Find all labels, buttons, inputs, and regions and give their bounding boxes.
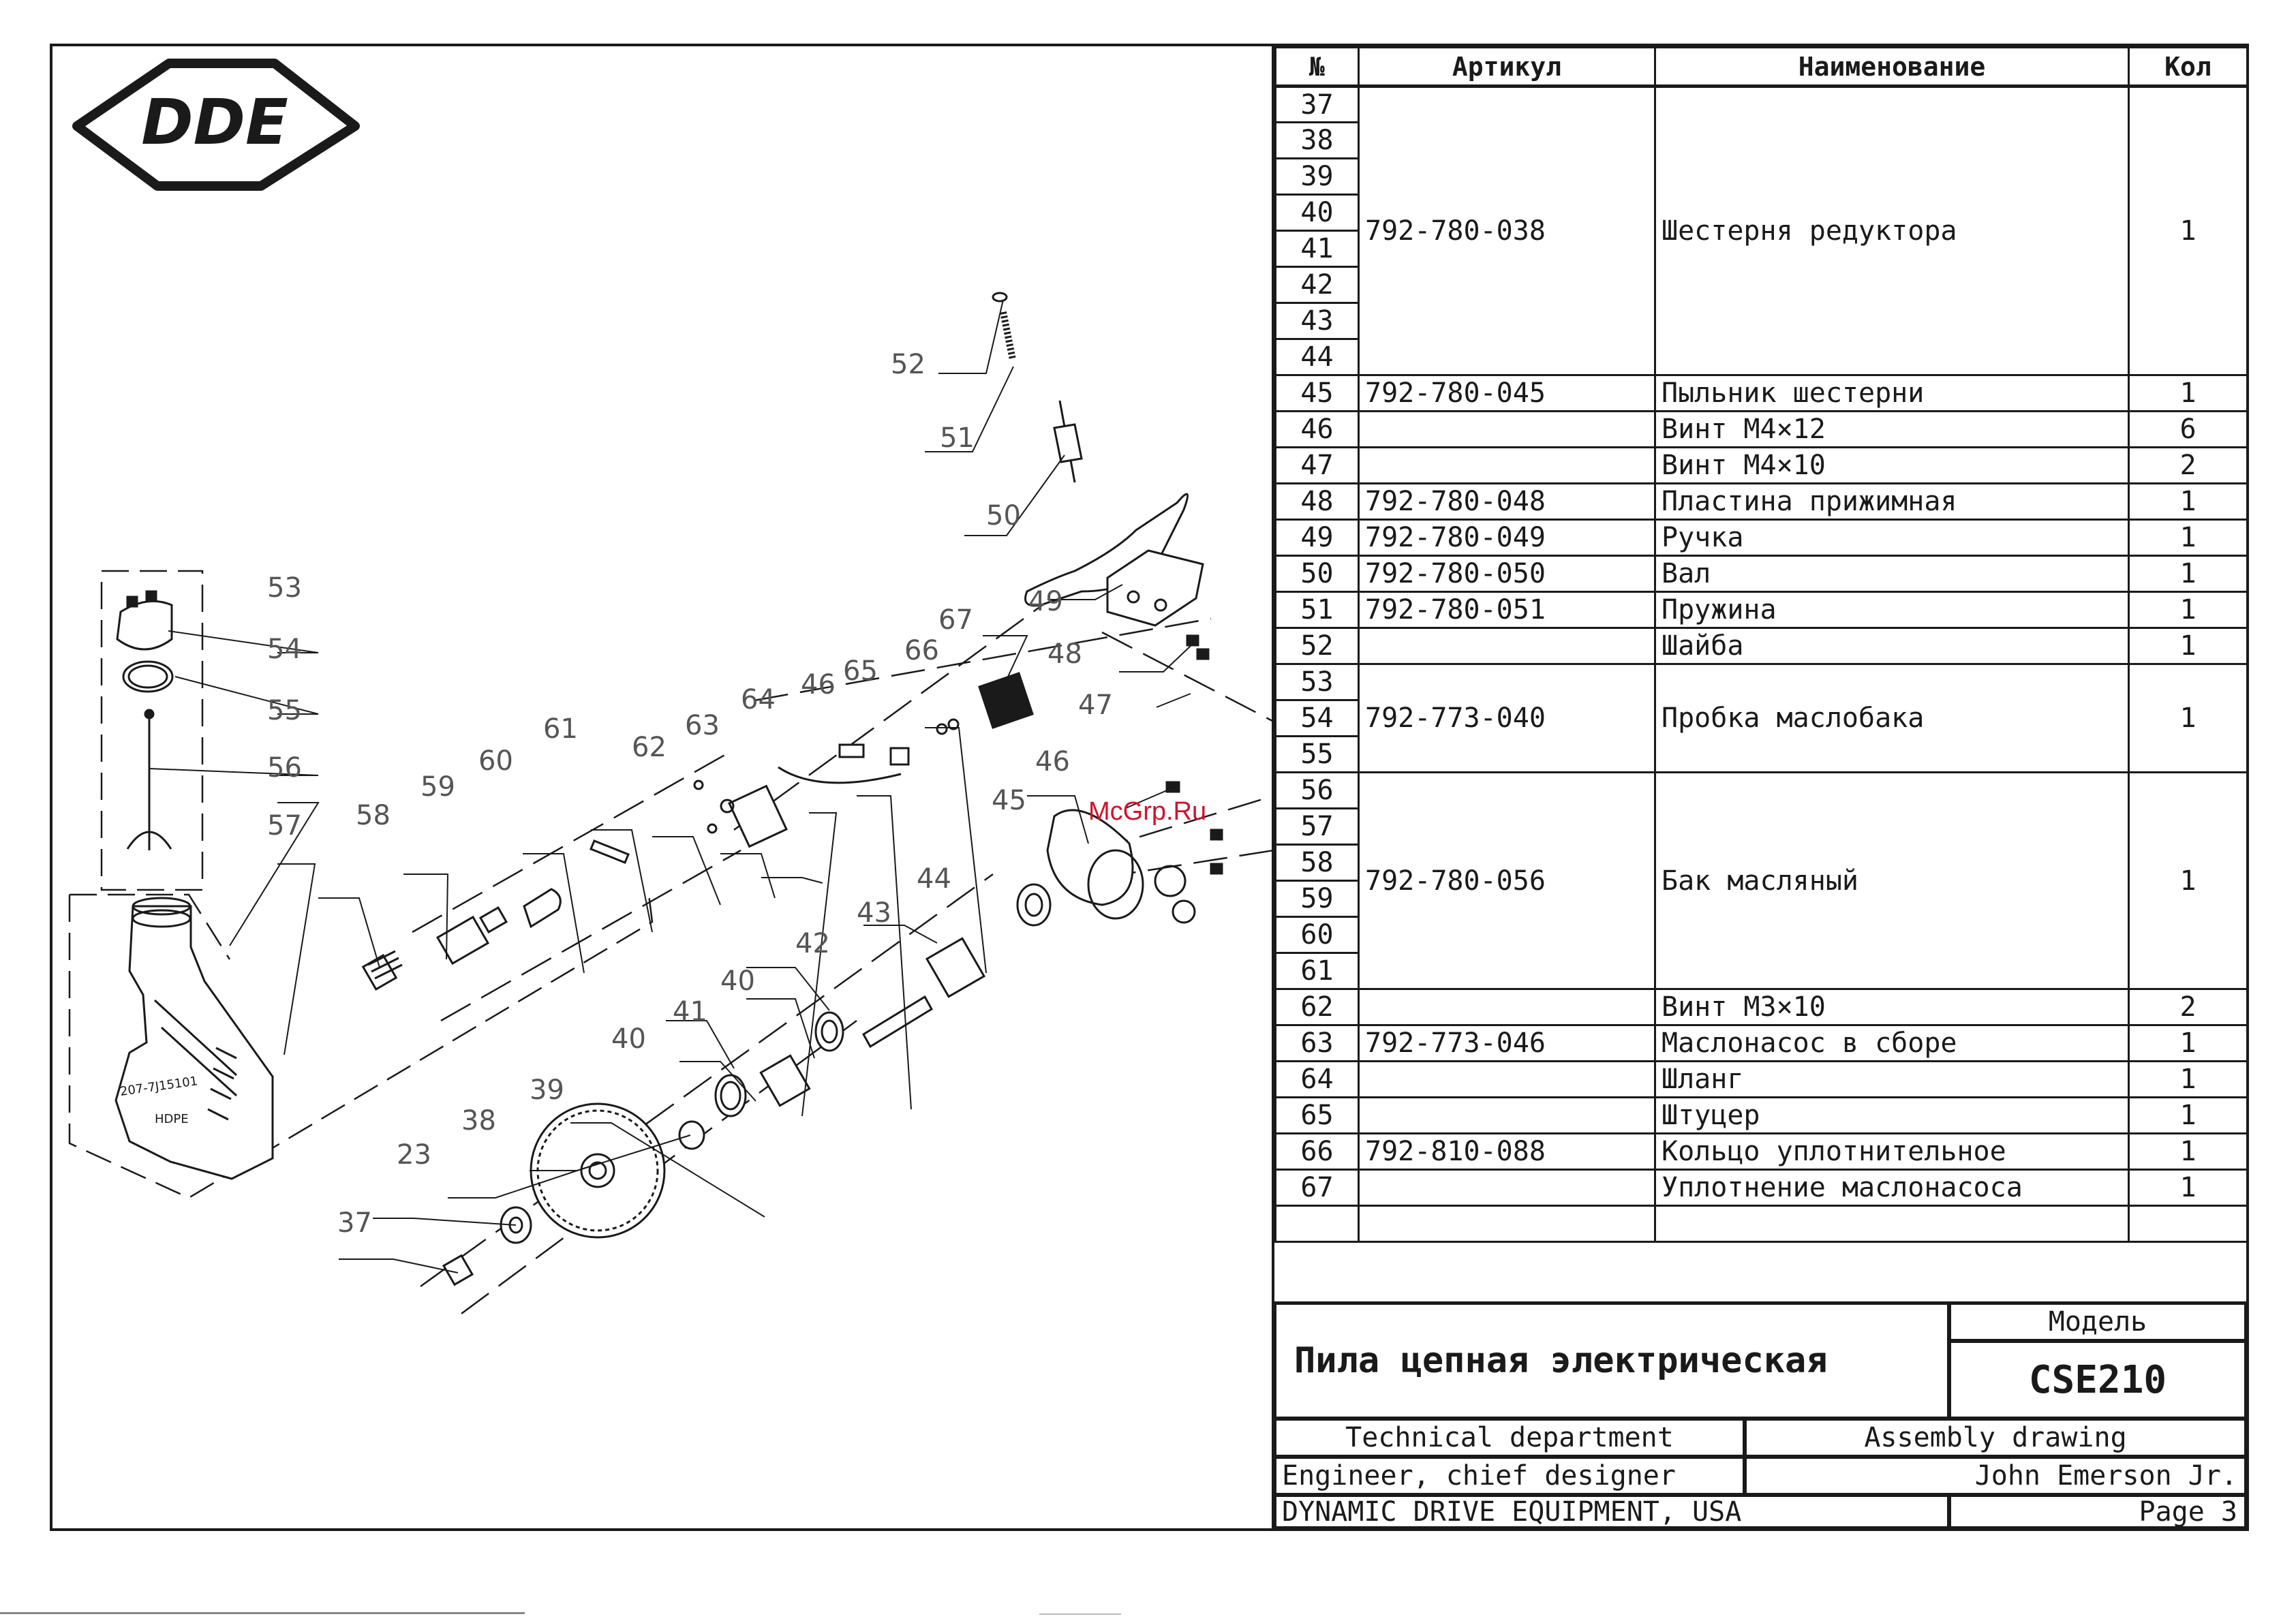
footer-mark <box>1039 1613 1121 1615</box>
part-name-cell: Бак масляный <box>1655 773 2129 989</box>
part-name-cell: Штуцер <box>1655 1098 2129 1134</box>
part-number-cell: 62 <box>1276 989 1359 1025</box>
quantity-cell: 1 <box>2129 1170 2248 1206</box>
quantity-cell: 1 <box>2129 1062 2248 1098</box>
model-value: CSE210 <box>1949 1341 2246 1419</box>
callout-37: 37 <box>337 1207 372 1239</box>
part-name-cell: Уплотнение маслонасоса <box>1655 1170 2129 1206</box>
part-name-cell: Шестерня редуктора <box>1655 87 2129 375</box>
table-row <box>1276 628 2248 664</box>
table-row <box>1276 412 2248 448</box>
part-number-cell: 43 <box>1276 303 1359 339</box>
quantity-cell: 1 <box>2129 773 2248 989</box>
callout-23: 23 <box>397 1139 431 1171</box>
table-header-row <box>1276 48 2248 87</box>
callout-63: 63 <box>685 710 720 741</box>
part-name-cell: Шайба <box>1655 628 2129 664</box>
part-number-cell: 63 <box>1276 1025 1359 1062</box>
table-row <box>1276 1098 2248 1134</box>
model-label: Модель <box>1949 1301 2246 1341</box>
article-cell <box>1359 448 1655 484</box>
quantity-cell: 1 <box>2129 520 2248 556</box>
tank-code-text: 207-7J15101 <box>119 1074 199 1099</box>
callout-64: 64 <box>741 684 776 715</box>
article-cell: 792-780-045 <box>1359 375 1655 412</box>
article-cell: 792-780-051 <box>1359 592 1655 628</box>
part-name-cell: Винт М4×10 <box>1655 448 2129 484</box>
article-cell <box>1359 1098 1655 1134</box>
callout-47: 47 <box>1078 690 1113 721</box>
quantity-cell: 6 <box>2129 412 2248 448</box>
part-number-cell: 39 <box>1276 159 1359 195</box>
part-number-cell: 54 <box>1276 700 1359 737</box>
article-cell: 792-780-049 <box>1359 520 1655 556</box>
callout-62: 62 <box>632 732 667 763</box>
quantity-cell: 1 <box>2129 628 2248 664</box>
part-number-cell: 55 <box>1276 737 1359 773</box>
quantity-cell: 1 <box>2129 592 2248 628</box>
table-row <box>1276 375 2248 412</box>
part-number-cell: 45 <box>1276 375 1359 412</box>
article-cell: 792-780-048 <box>1359 484 1655 520</box>
part-name-cell: Пробка маслобака <box>1655 664 2129 773</box>
quantity-cell: 1 <box>2129 87 2248 375</box>
article-cell <box>1359 1062 1655 1098</box>
callout-40b: 40 <box>720 965 755 997</box>
table-row <box>1276 448 2248 484</box>
callout-53: 53 <box>267 572 302 604</box>
part-number-cell: 65 <box>1276 1098 1359 1134</box>
article-cell <box>1359 1170 1655 1206</box>
part-number-cell: 56 <box>1276 773 1359 809</box>
part-number-cell: 46 <box>1276 412 1359 448</box>
callout-58: 58 <box>356 800 391 831</box>
callout-39: 39 <box>530 1075 564 1106</box>
logo-text: DDE <box>141 86 288 159</box>
article-cell: 792-810-088 <box>1359 1134 1655 1170</box>
footer-divider <box>0 1612 525 1614</box>
company-text: DYNAMIC DRIVE EQUIPMENT, USA <box>1274 1495 1949 1528</box>
callout-48: 48 <box>1047 638 1082 670</box>
table-row <box>1276 484 2248 520</box>
quantity-cell: 1 <box>2129 484 2248 520</box>
table-row <box>1276 1134 2248 1170</box>
quantity-cell: 1 <box>2129 1134 2248 1170</box>
product-title: Пила цепная электрическая <box>1274 1301 1949 1419</box>
empty-cell <box>2129 1206 2248 1242</box>
part-number-cell: 50 <box>1276 556 1359 592</box>
part-number-cell: 58 <box>1276 845 1359 881</box>
part-name-cell: Пыльник шестерни <box>1655 375 2129 412</box>
callout-54: 54 <box>267 634 302 665</box>
title-block <box>1274 1301 2246 1528</box>
col-header-article: Артикул <box>1359 48 1655 87</box>
part-name-cell: Вал <box>1655 556 2129 592</box>
handle-parts <box>993 293 1222 874</box>
callout-50: 50 <box>986 500 1021 531</box>
quantity-cell: 1 <box>2129 1098 2248 1134</box>
oil-cap-parts <box>117 591 172 850</box>
article-cell <box>1359 412 1655 448</box>
watermark-text: McGrp.Ru <box>1088 797 1207 826</box>
callout-56: 56 <box>267 752 302 784</box>
quantity-cell: 1 <box>2129 375 2248 412</box>
part-number-cell: 47 <box>1276 448 1359 484</box>
callout-67: 67 <box>938 604 973 636</box>
table-row <box>1276 592 2248 628</box>
part-number-cell: 60 <box>1276 917 1359 953</box>
part-name-cell: Кольцо уплотнительное <box>1655 1134 2129 1170</box>
callout-40a: 40 <box>611 1023 646 1055</box>
table-row <box>1276 1025 2248 1062</box>
table-row <box>1276 1062 2248 1098</box>
department-text: Technical department <box>1274 1419 1745 1457</box>
quantity-cell: 1 <box>2129 1025 2248 1062</box>
col-header-num: № <box>1276 48 1359 87</box>
col-header-qty: Кол <box>2129 48 2248 87</box>
article-cell: 792-773-040 <box>1359 664 1655 773</box>
table-row <box>1276 556 2248 592</box>
gear-train <box>444 810 1195 1284</box>
table-row <box>1276 989 2248 1025</box>
quantity-cell: 2 <box>2129 448 2248 484</box>
callout-55: 55 <box>267 695 302 726</box>
tank-material-text: HDPE <box>155 1112 189 1126</box>
part-name-cell: Пружина <box>1655 592 2129 628</box>
callout-numbers <box>267 349 1113 1239</box>
table-row <box>1276 773 2248 809</box>
callout-38: 38 <box>461 1105 496 1137</box>
callout-41: 41 <box>673 996 707 1027</box>
article-cell: 792-780-056 <box>1359 773 1655 989</box>
article-cell: 792-780-038 <box>1359 87 1655 375</box>
callout-44: 44 <box>917 863 951 895</box>
article-cell <box>1359 989 1655 1025</box>
quantity-cell: 2 <box>2129 989 2248 1025</box>
part-number-cell: 59 <box>1276 881 1359 917</box>
person-text: John Emerson Jr. <box>1745 1457 2246 1495</box>
part-name-cell: Шланг <box>1655 1062 2129 1098</box>
part-number-cell: 51 <box>1276 592 1359 628</box>
part-name-cell: Ручка <box>1655 520 2129 556</box>
part-number-cell: 52 <box>1276 628 1359 664</box>
parts-list-table <box>1274 46 2248 1243</box>
part-number-cell: 49 <box>1276 520 1359 556</box>
part-name-cell: Маслонасос в сборе <box>1655 1025 2129 1062</box>
part-number-cell: 44 <box>1276 339 1359 375</box>
exploded-assembly-drawing <box>52 46 1274 1528</box>
part-name-cell: Винт М3×10 <box>1655 989 2129 1025</box>
part-number-cell: 38 <box>1276 123 1359 159</box>
quantity-cell: 1 <box>2129 664 2248 773</box>
callout-51: 51 <box>940 422 975 454</box>
parts-table-body <box>1276 87 2248 1242</box>
callout-66: 66 <box>904 635 939 666</box>
callout-42: 42 <box>795 928 830 959</box>
part-number-cell: 48 <box>1276 484 1359 520</box>
part-number-cell: 61 <box>1276 953 1359 989</box>
part-number-cell: 53 <box>1276 664 1359 700</box>
part-name-cell: Пластина прижимная <box>1655 484 2129 520</box>
empty-cell <box>1359 1206 1655 1242</box>
callout-60: 60 <box>478 745 513 777</box>
callout-59: 59 <box>420 771 455 803</box>
quantity-cell: 1 <box>2129 556 2248 592</box>
article-cell: 792-780-050 <box>1359 556 1655 592</box>
page-number-text: Page 3 <box>1949 1495 2246 1528</box>
doc-type-text: Assembly drawing <box>1745 1419 2246 1457</box>
part-number-cell: 40 <box>1276 195 1359 231</box>
role-text: Engineer, chief designer <box>1274 1457 1745 1495</box>
callout-49: 49 <box>1028 586 1063 617</box>
part-number-cell: 64 <box>1276 1062 1359 1098</box>
article-cell <box>1359 628 1655 664</box>
callout-46a: 46 <box>1035 746 1070 777</box>
col-header-name: Наименование <box>1655 48 2129 87</box>
empty-cell <box>1655 1206 2129 1242</box>
article-cell: 792-773-046 <box>1359 1025 1655 1062</box>
callout-65: 65 <box>843 655 878 687</box>
table-row <box>1276 87 2248 123</box>
callout-46b: 46 <box>801 669 836 700</box>
part-name-cell: Винт М4×12 <box>1655 412 2129 448</box>
part-number-cell: 66 <box>1276 1134 1359 1170</box>
callout-52: 52 <box>891 349 925 380</box>
table-row <box>1276 664 2248 700</box>
callout-61: 61 <box>543 713 578 745</box>
callout-43: 43 <box>857 897 891 929</box>
part-number-cell: 42 <box>1276 267 1359 303</box>
part-number-cell: 37 <box>1276 87 1359 123</box>
callout-45: 45 <box>992 785 1026 816</box>
part-number-cell: 67 <box>1276 1170 1359 1206</box>
callout-57: 57 <box>267 810 302 841</box>
empty-cell <box>1276 1206 1359 1242</box>
part-number-cell: 57 <box>1276 809 1359 845</box>
part-number-cell: 41 <box>1276 231 1359 267</box>
table-row <box>1276 1170 2248 1206</box>
oil-tank <box>116 898 273 1179</box>
table-row <box>1276 520 2248 556</box>
table-row-empty <box>1276 1206 2248 1242</box>
